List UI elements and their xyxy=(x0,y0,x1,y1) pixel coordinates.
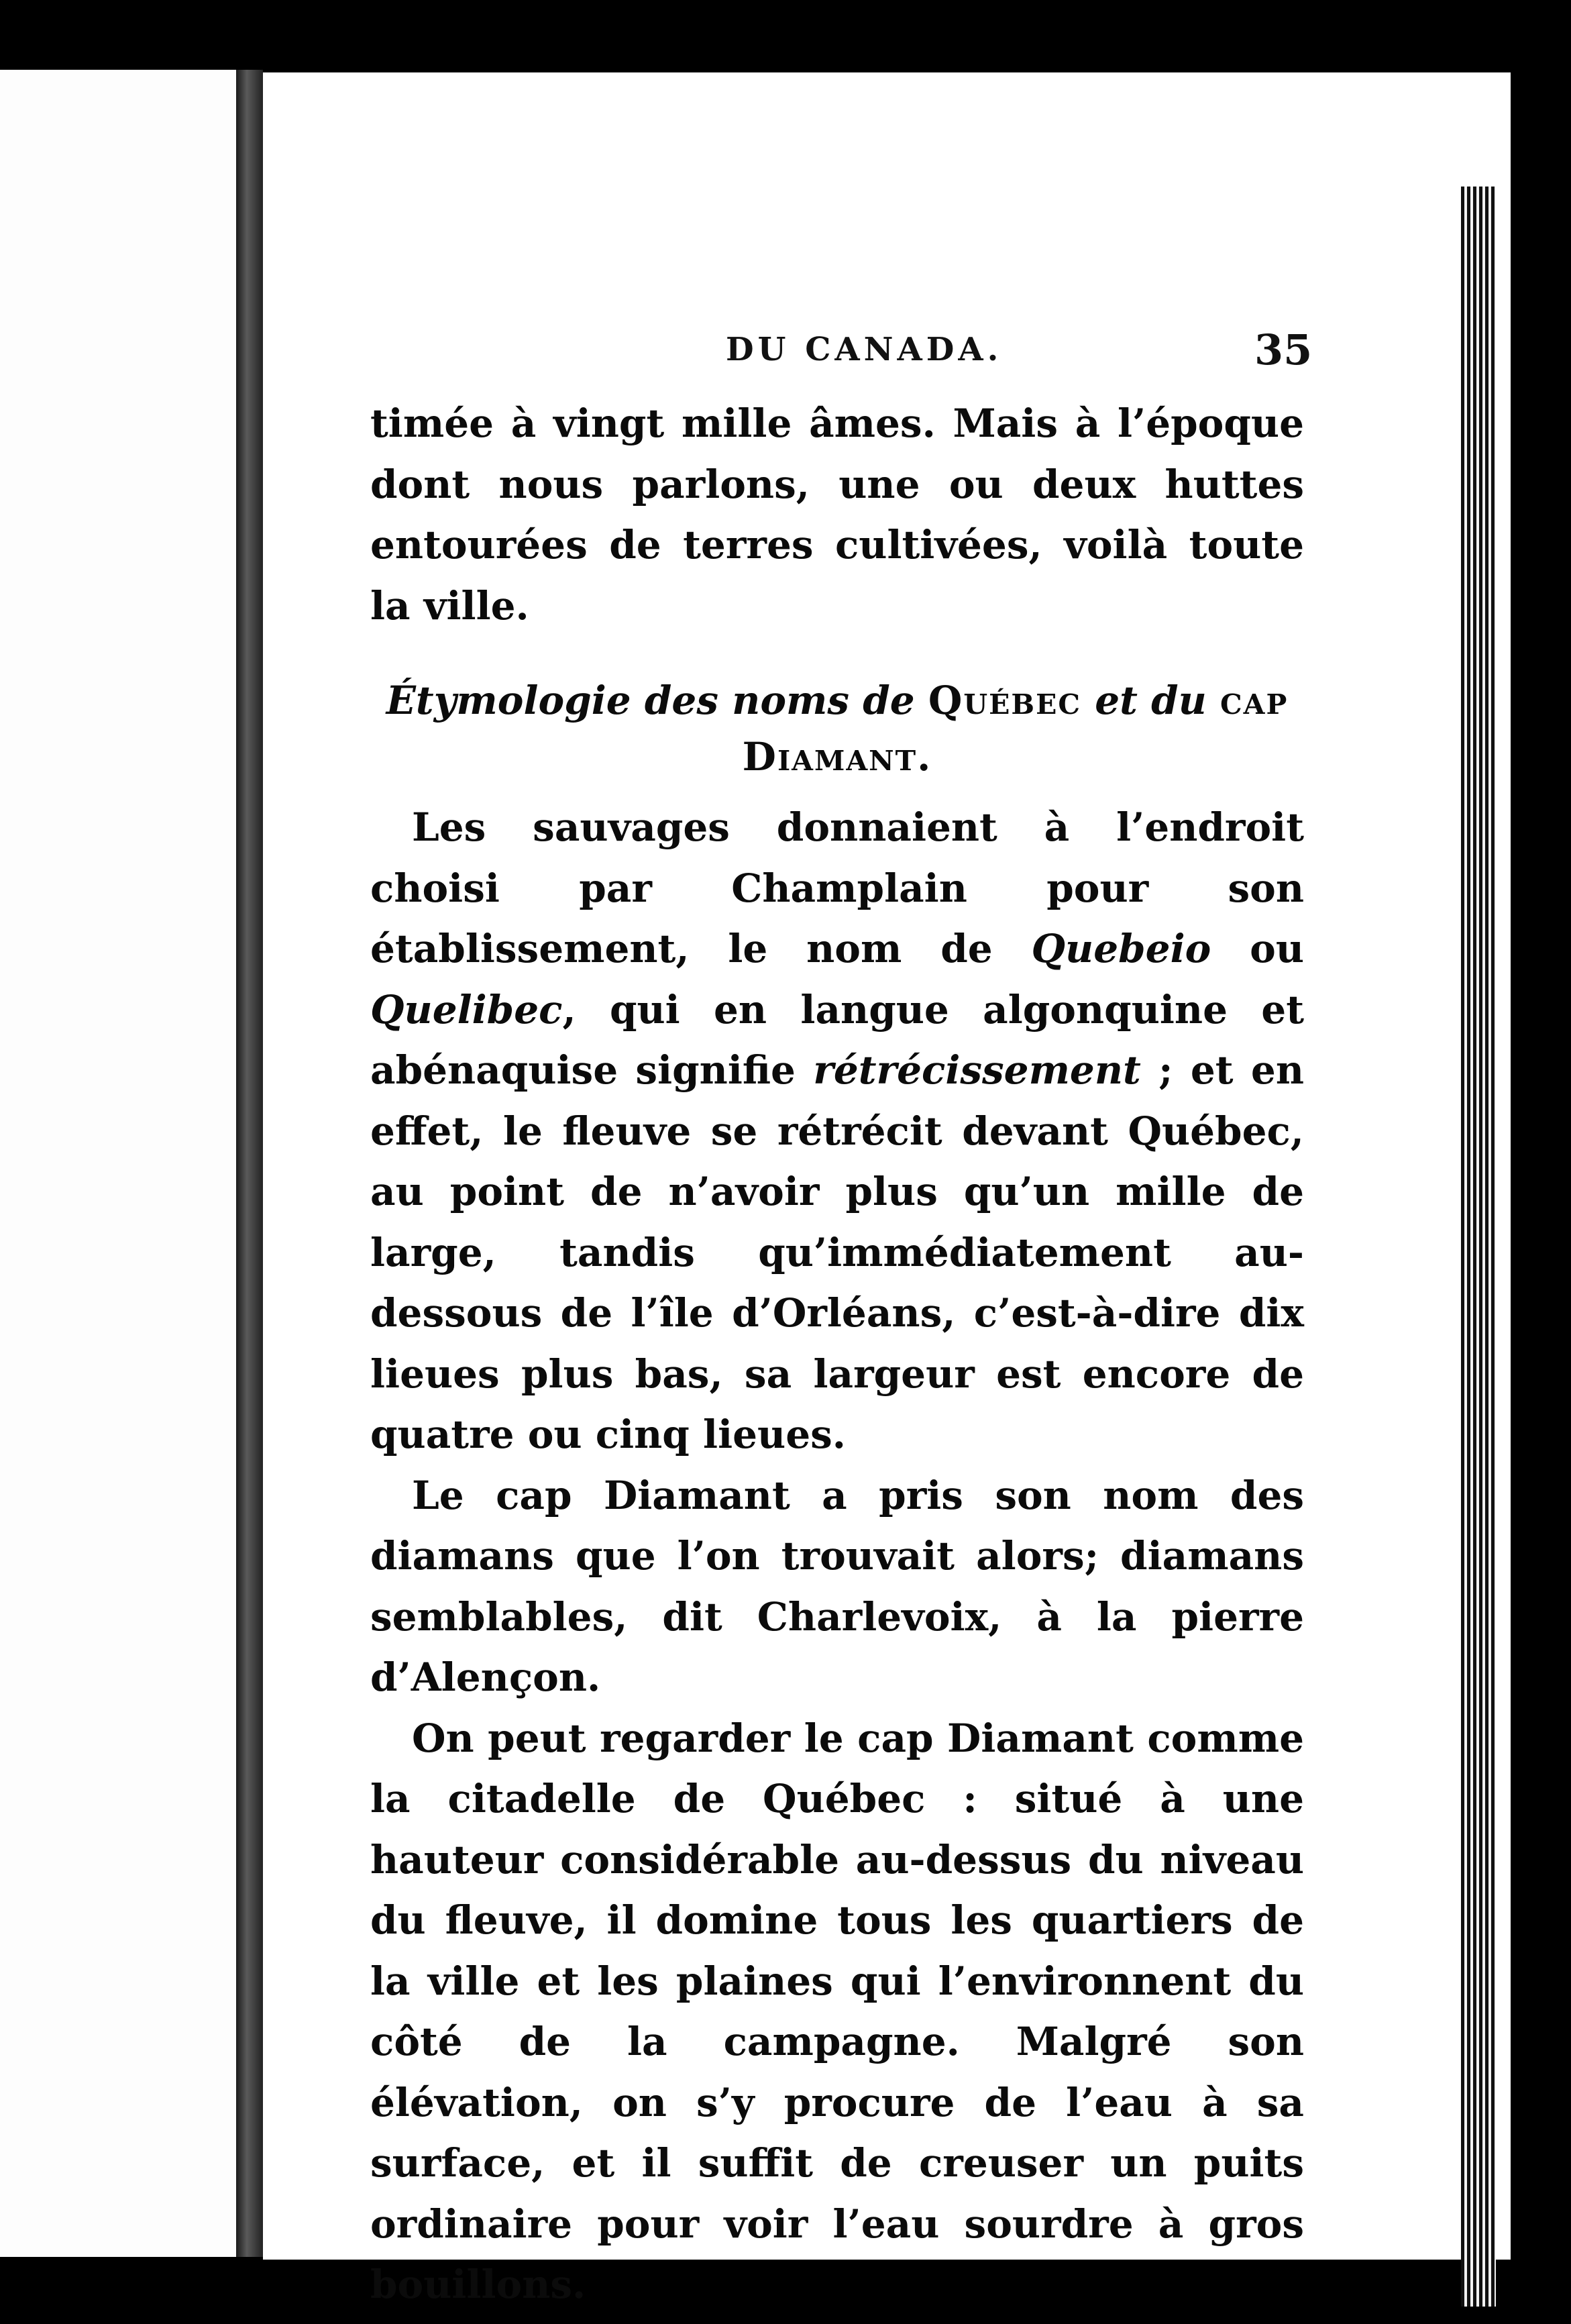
page-edge xyxy=(1461,187,1496,2307)
p2-italic-2: Quelibec xyxy=(370,986,563,1033)
p2-italic-1: Quebeio xyxy=(1031,926,1211,971)
p2-text-3: , qui en langue algonquine et abénaquise signifie xyxy=(370,986,1304,1093)
heading-part-4: cap Diamant. xyxy=(742,678,1289,780)
paragraph-4: On peut regarder le cap Diamant comme la citadelle de Québec : situé à une hauteur considérable au-dessus du niveau du fleuve, il domine tous les quartiers de la ville et les plaines qui l’environnent du côté de la campagne. Malgré son élévation, on s’y procure de l’eau à sa surface, et il suffit de creuser un puits ordinaire pour voir l’eau sourdre à gros bouillons. xyxy=(370,1715,1304,2307)
heading-part-1: Étymologie des noms de xyxy=(386,678,915,723)
book-gutter xyxy=(236,70,263,2257)
page-number: 35 xyxy=(1254,325,1313,374)
p2-italic-3: rétrécissement xyxy=(813,1047,1141,1093)
p2-text-4: ; et en effet, le fleuve se rétrécit devant Québec, au point de n’avoir plus qu’un mille de large, tandis qu’immédiatement au-dessous de l’île d’Orléans, c’est-à-dire dix lieues plus bas, sa largeur est encore de quatre ou cinq lieues. xyxy=(370,1047,1304,1457)
body-text xyxy=(370,393,1304,2315)
book-page xyxy=(263,72,1511,2307)
p2-text-1: Les sauvages donnaient à l’endroit choisi par Champlain pour son établissement, le nom de xyxy=(370,804,1304,971)
heading-part-2: Québec xyxy=(928,678,1081,723)
paragraph-3: Le cap Diamant a pris son nom des diamans que l’on trouvait alors; diamans semblables, dit Charlevoix, à la pierre d’Alençon. xyxy=(370,1472,1304,1700)
running-head: DU CANADA. xyxy=(726,331,1003,368)
facing-page xyxy=(0,70,247,2257)
p2-text-2: ou xyxy=(1250,926,1304,971)
section-heading xyxy=(370,672,1304,785)
paragraph-2 xyxy=(370,797,1304,1465)
page-header xyxy=(263,325,1316,384)
paragraph-1: timée à vingt mille âmes. Mais à l’époque dont nous parlons, une ou deux huttes entourées de terres cultivées, voilà toute la ville. xyxy=(370,401,1304,629)
heading-part-3: et du xyxy=(1095,678,1207,723)
